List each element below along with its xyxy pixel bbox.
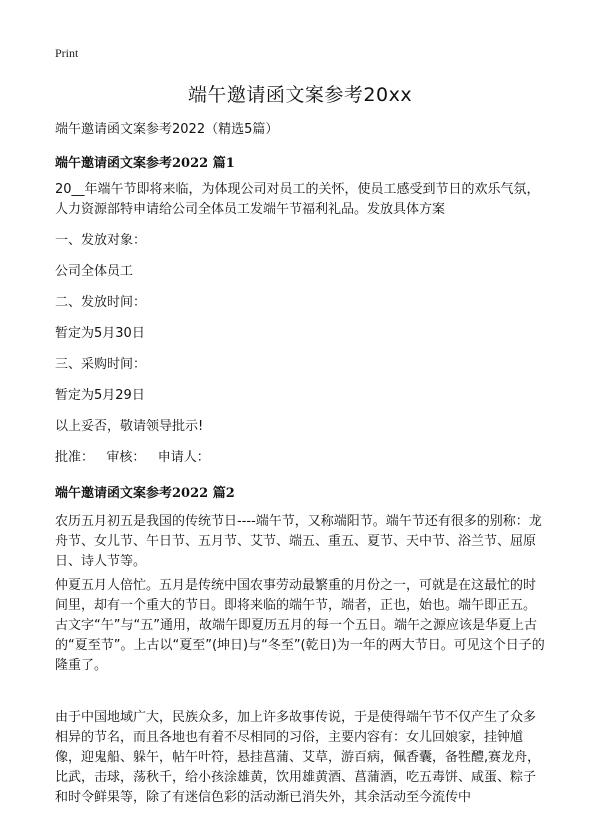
paragraph: 由于中国地域广大，民族众多，加上许多故事传说，于是使得端午节不仅产生了众多相异的节名，而且各地也有着不尽相同的习俗，主要内容有：女儿回娘家，挂钟馗像，迎鬼船、躲午，帖午叶符，悬挂菖蒲、艾草，游百病，佩香囊，备牲醴,赛龙舟，比武，击球，荡秋千，给小孩涂雄黄，饮用雄黄酒、菖蒲酒，吃五毒饼、咸蛋、粽子和时令鲜果等，除了有迷信色彩的活动渐已消失外，其余活动至今流传中 (55, 710, 541, 805)
paragraph: 20__年端午节即将来临，为体现公司对员工的关怀，使员工感受到节日的欢乐气氛，人力资源部特申请给公司全体员工发端午节福利礼品。发放具体方案 (55, 182, 540, 217)
list-item: 二、发放时间： (55, 295, 147, 310)
section-heading: 端午邀请函文案参考2022 篇1 (55, 156, 235, 171)
paragraph: 农历五月初五是我国的传统节日----端午节，又称端阳节。端午节还有很多的别称：龙舟节、女儿节、午日节、五月节、艾节、端五、重五、夏节、天中节、浴兰节、屈原日、诗人节等。 (55, 514, 542, 569)
list-item: 三、采购时间： (55, 357, 147, 372)
list-item: 公司全体员工 (55, 264, 134, 279)
page-title: 端午邀请函文案参考20xx (187, 84, 413, 106)
list-item: 暂定为5月30日 (55, 326, 145, 341)
signature-line: 批准： 审核： 申请人： (55, 450, 210, 465)
list-item: 一、发放对象： (55, 233, 147, 248)
print-label: Print (55, 46, 79, 60)
document-subtitle: 端午邀请函文案参考2022（精选5篇） (55, 122, 279, 137)
paragraph: 仲夏五月人倍忙。五月是传统中国农事劳动最繁重的月份之一，可就是在这最忙的时间里，却有一个重大的节日。即将来临的端午节，端者，正也，始也。端午即正五。古文字“午”与“五”通用，故端午即夏历五月的每一个五日。端午之源应该是华夏上古的“夏至节”。上古以“夏至”(坤日)与“冬至”(乾日)为一年的两大节日。可见这个日子的隆重了。 (55, 578, 545, 673)
list-item: 以上妥否，敬请领导批示! (55, 419, 204, 434)
section-heading: 端午邀请函文案参考2022 篇2 (55, 486, 235, 501)
list-item: 暂定为5月29日 (55, 388, 145, 403)
